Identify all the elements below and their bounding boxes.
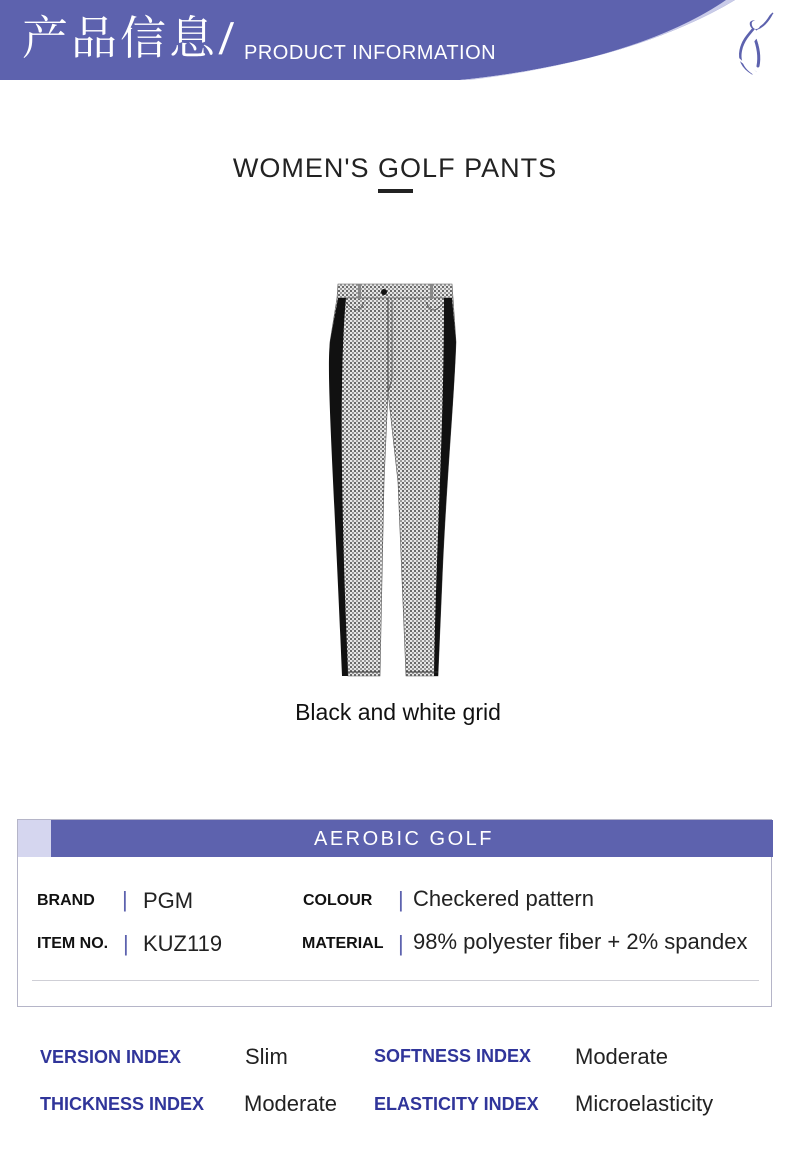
info-box-title: AEROBIC GOLF <box>313 828 495 850</box>
item-no-value: KUZ119 <box>143 931 223 956</box>
product-title: WOMEN'S GOLF PANTS <box>232 153 558 183</box>
brand-value: PGM <box>143 888 194 913</box>
header-slash: / <box>217 15 235 64</box>
header-accent-block <box>18 820 51 857</box>
colour-label: COLOUR <box>303 892 373 909</box>
brand-separator: | <box>122 887 128 912</box>
header-title-en: PRODUCT INFORMATION <box>244 42 497 64</box>
item-no-label: ITEM NO. <box>37 935 109 952</box>
elasticity-index-label: ELASTICITY INDEX <box>374 1094 539 1114</box>
material-value: 98% polyester fiber + 2% spandex <box>413 929 748 954</box>
colour-separator: | <box>398 887 404 912</box>
thickness-index-label: THICKNESS INDEX <box>40 1094 205 1114</box>
material-separator: | <box>398 931 404 956</box>
softness-index-label: SOFTNESS INDEX <box>374 1046 532 1066</box>
product-caption: Black and white grid <box>295 699 501 725</box>
checkered-pants-image <box>318 282 472 680</box>
info-divider <box>32 980 759 981</box>
brand-label: BRAND <box>37 892 95 909</box>
title-underline <box>378 189 413 193</box>
product-info-box <box>17 819 772 1007</box>
version-index-value: Slim <box>245 1044 288 1069</box>
info-box-header <box>18 820 773 857</box>
golfer-silhouette-icon <box>712 6 782 78</box>
header-title-cn: 产品信息 <box>22 11 218 65</box>
version-index-label: VERSION INDEX <box>40 1047 182 1067</box>
material-label: MATERIAL <box>302 935 384 952</box>
softness-index-value: Moderate <box>575 1044 668 1069</box>
elasticity-index-value: Microelasticity <box>575 1091 714 1116</box>
item-no-separator: | <box>123 931 129 956</box>
colour-value: Checkered pattern <box>413 886 594 911</box>
header-banner <box>0 0 790 80</box>
thickness-index-value: Moderate <box>244 1091 337 1116</box>
